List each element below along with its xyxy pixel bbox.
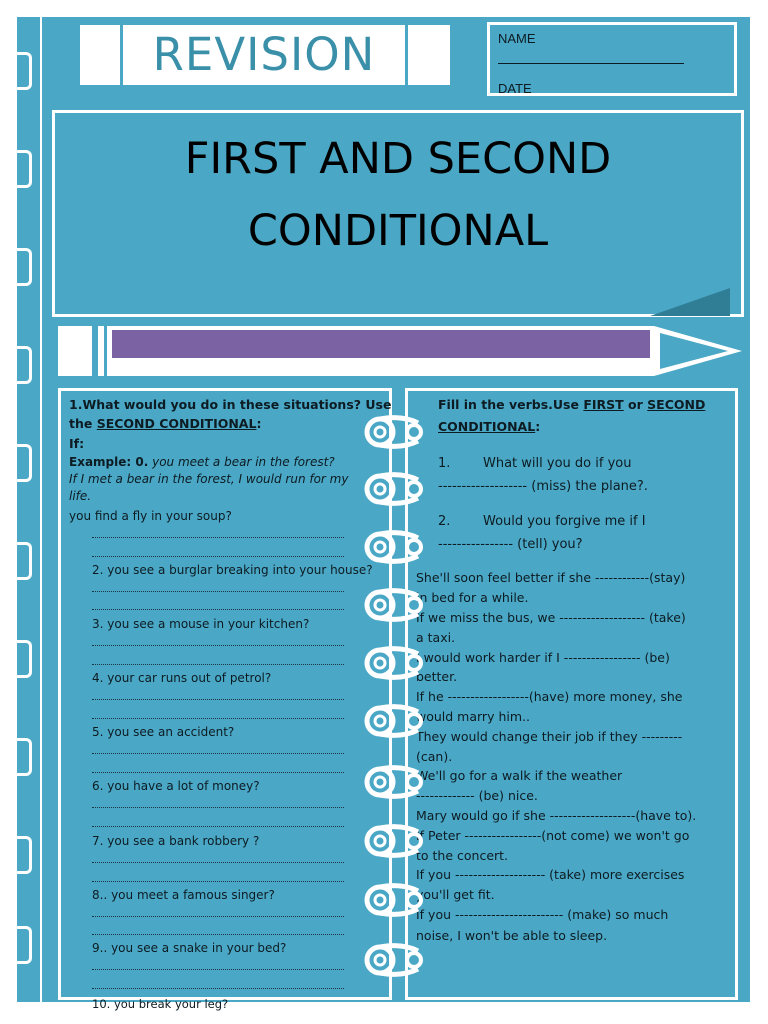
instruction-the: the	[69, 416, 97, 431]
example-line	[69, 455, 335, 469]
answer-line[interactable]	[92, 881, 344, 882]
instruction-term: SECOND CONDITIONAL	[96, 416, 257, 431]
instruction-text: Fill in the verbs.Use	[438, 397, 584, 412]
binder-ring	[15, 926, 32, 964]
pencil-tip-inner	[660, 333, 728, 369]
binder-ring	[15, 444, 32, 482]
sentence-line: you'll get fit.	[416, 887, 495, 902]
answer-line[interactable]	[92, 699, 344, 700]
q2-text: Would you forgive me if I	[483, 514, 646, 529]
q2-number: 2.	[438, 514, 451, 529]
binder-ring	[15, 836, 32, 874]
question-2: 2. you see a burglar breaking into your house?	[92, 563, 373, 577]
answer-line[interactable]	[92, 556, 344, 557]
sentence-line: If you ------------------------ (make) so much	[416, 907, 669, 922]
margin-line	[40, 17, 42, 1002]
pencil-band	[92, 326, 98, 376]
example-answer-1: If I met a bear in the forest, I would run for my	[69, 472, 349, 486]
sentence-line: to the concert.	[416, 848, 509, 863]
question-4: 4. your car runs out of petrol?	[92, 671, 272, 685]
instruction-colon: :	[535, 419, 541, 434]
sentence-line: a taxi.	[416, 630, 456, 645]
sentence-line: Mary would go if she -------------------(have to).	[416, 808, 697, 823]
question-6: 6. you have a lot of money?	[92, 779, 260, 793]
sentence-line: better.	[416, 669, 458, 684]
question-3: 3. you see a mouse in your kitchen?	[92, 617, 310, 631]
q1-blank: ------------------- (miss) the plane?.	[438, 479, 648, 494]
q1-number: 1.	[438, 456, 451, 471]
question-9: 9.. you see a snake in your bed?	[92, 941, 287, 955]
spiral-ring	[362, 413, 434, 451]
answer-line[interactable]	[92, 807, 344, 808]
sentence-line: If Peter -----------------(not come) we won't go	[416, 828, 690, 843]
spiral-ring	[362, 941, 434, 979]
sentence-line: She'll soon feel better if she ------------(stay)	[416, 570, 686, 585]
sentence-line: We'll go for a walk if the weather	[416, 768, 623, 783]
binder-ring	[15, 542, 32, 580]
binder-ring	[15, 52, 32, 90]
example-answer-2: life.	[69, 489, 92, 503]
spiral-ring	[362, 763, 434, 801]
exercise-1-instruction-2	[69, 416, 261, 431]
binder-ring	[15, 738, 32, 776]
name-date-box	[487, 22, 737, 96]
exercise-2-instruction	[438, 397, 705, 412]
revision-label: REVISION	[120, 25, 408, 85]
answer-line[interactable]	[92, 969, 344, 970]
binder-ring	[15, 150, 32, 188]
q2-blank: ---------------- (tell) you?	[438, 537, 583, 552]
answer-line[interactable]	[92, 988, 344, 989]
title-box	[52, 110, 744, 317]
if-label: If:	[69, 436, 85, 451]
answer-line[interactable]	[92, 664, 344, 665]
instruction-second: SECOND	[647, 397, 706, 412]
example-prompt: you meet a bear in the forest?	[152, 455, 335, 469]
exercise-2-instruction-2	[438, 419, 540, 434]
title-line-1: FIRST AND SECOND	[184, 134, 612, 184]
sentence-line: If he ------------------(have) more money, she	[416, 689, 683, 704]
answer-line[interactable]	[92, 826, 344, 827]
answer-line[interactable]	[92, 537, 344, 538]
answer-line[interactable]	[92, 609, 344, 610]
name-line	[498, 63, 684, 64]
spiral-ring	[362, 822, 434, 860]
question-10: 10. you break your leg?	[92, 997, 229, 1011]
binder-ring	[15, 248, 32, 286]
answer-line[interactable]	[92, 772, 344, 773]
answer-line[interactable]	[92, 718, 344, 719]
q1-text: What will you do if you	[483, 456, 632, 471]
spiral-ring	[362, 644, 434, 682]
sentence-line: If we miss the bus, we ------------------- (take)	[416, 610, 686, 625]
example-label: Example: 0.	[69, 455, 149, 469]
question-1: you find a fly in your soup?	[69, 509, 232, 523]
binder-ring	[15, 346, 32, 384]
spiral-ring	[362, 470, 434, 508]
exercise-1-instruction: 1.What would you do in these situations? Use	[69, 397, 392, 412]
sentence-line: noise, I won't be able to sleep.	[416, 928, 608, 943]
instruction-first: FIRST	[583, 397, 624, 412]
sentence-line: ------------- (be) nice.	[416, 788, 538, 803]
answer-line[interactable]	[92, 645, 344, 646]
binder-ring	[15, 640, 32, 678]
title-line-2: CONDITIONAL	[247, 206, 549, 256]
spiral-ring	[362, 881, 434, 919]
spiral-ring	[362, 586, 434, 624]
sentence-line: in bed for a while.	[416, 590, 529, 605]
date-label: DATE	[498, 81, 532, 96]
pencil-stripe	[112, 330, 650, 358]
sentence-line: They would change their job if they ---------	[416, 729, 683, 744]
spiral-ring	[362, 702, 434, 740]
instruction-conditional: CONDITIONAL	[438, 419, 536, 434]
sentence-line: I would work harder if I ----------------- (be)	[416, 650, 670, 665]
answer-line[interactable]	[92, 862, 344, 863]
question-8: 8.. you meet a famous singer?	[92, 888, 275, 902]
pencil-band	[104, 326, 107, 376]
instruction-colon: :	[256, 416, 262, 431]
name-label: NAME	[498, 31, 536, 46]
sentence-line: (can).	[416, 749, 453, 764]
question-5: 5. you see an accident?	[92, 725, 235, 739]
answer-line[interactable]	[92, 753, 344, 754]
page-fold-corner	[650, 288, 730, 316]
question-7: 7. you see a bank robbery ?	[92, 834, 260, 848]
answer-line[interactable]	[92, 916, 344, 917]
answer-line[interactable]	[92, 591, 344, 592]
sentence-line: If you -------------------- (take) more exercises	[416, 867, 685, 882]
instruction-or: or	[623, 397, 648, 412]
answer-line[interactable]	[92, 934, 344, 935]
page-title	[55, 123, 741, 267]
spiral-ring	[362, 528, 434, 566]
sentence-line: would marry him..	[416, 709, 530, 724]
